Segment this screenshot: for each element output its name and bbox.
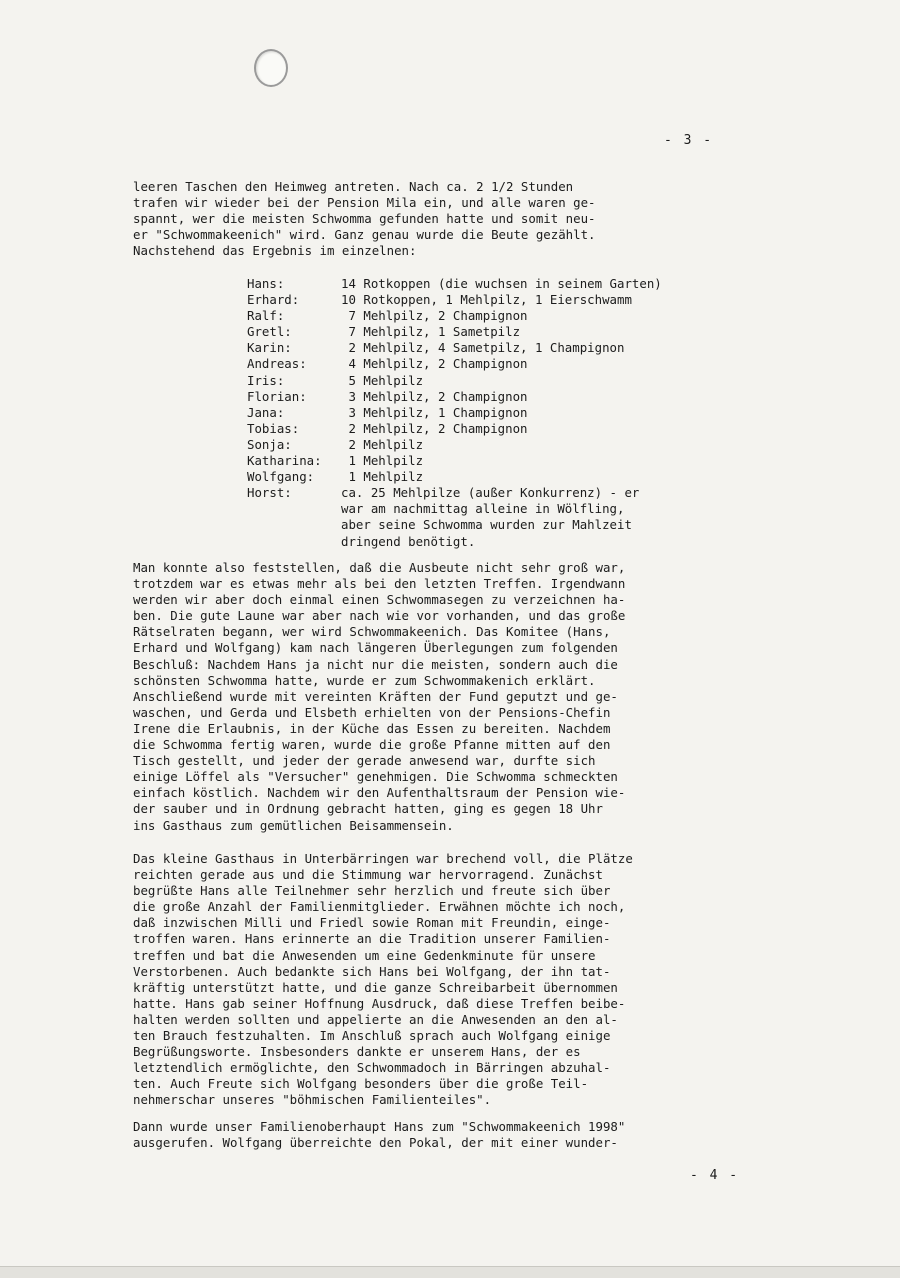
result-name: Horst: <box>247 485 292 501</box>
page-number-top: - 3 - <box>664 133 714 148</box>
result-value <box>341 340 624 356</box>
paragraph-4 <box>133 1119 773 1151</box>
result-value-line: 2 Mehlpilz, 4 Sametpilz, 1 Champignon <box>341 340 625 356</box>
result-value-line: 2 Mehlpilz, 2 Champignon <box>341 420 528 436</box>
result-value-line: 7 Mehlpilz, 2 Champignon <box>341 308 528 324</box>
result-row <box>247 453 787 469</box>
result-value-line: 3 Mehlpilz, 1 Champignon <box>341 404 528 420</box>
page-number-bottom: - 4 - <box>690 1168 740 1183</box>
result-name: Jana: <box>247 404 285 420</box>
result-value-line: aber seine Schwomma wurden zur Mahlzeit <box>341 517 632 533</box>
paragraph-2 <box>133 560 773 834</box>
result-row <box>247 292 787 308</box>
result-value-line: 4 Mehlpilz, 2 Champignon <box>341 356 528 372</box>
paragraph-2-line: Beschluß: Nachdem Hans ja nicht nur die meisten, sondern auch die <box>133 656 618 672</box>
paragraph-2-line: Rätselraten begann, wer wird Schwommakeenich. Das Komitee (Hans, <box>133 624 611 640</box>
result-value <box>341 356 528 372</box>
result-row <box>247 276 787 292</box>
result-value <box>341 469 423 485</box>
result-name: Erhard: <box>247 292 300 308</box>
result-name: Florian: <box>247 388 307 404</box>
page-bottom-edge <box>0 1266 900 1278</box>
paragraph-3-line: nehmerschar unseres "böhmischen Familienteiles". <box>133 1092 492 1108</box>
paragraph-3-line: daß inzwischen Milli und Friedl sowie Roman mit Freundin, einge- <box>133 915 611 931</box>
paragraph-2-line: der sauber und in Ordnung gebracht hatten, ging es gegen 18 Uhr <box>133 801 603 817</box>
result-row <box>247 373 787 389</box>
result-name: Gretl: <box>247 324 292 340</box>
paragraph-3-line: reichten gerade aus und die Stimmung war hervorragend. Zunächst <box>133 867 603 883</box>
result-value-line: 10 Rotkoppen, 1 Mehlpilz, 1 Eierschwamm <box>341 292 632 308</box>
paragraph-3-line: hatte. Hans gab seiner Hoffnung Ausdruck, daß diese Treffen beibe- <box>133 995 626 1011</box>
paragraph-2-line: Man konnte also feststellen, daß die Ausbeute nicht sehr groß war, <box>133 560 626 575</box>
paragraph-4-line: Dann wurde unser Familienoberhaupt Hans zum "Schwommakeenich 1998" <box>133 1119 626 1134</box>
paragraph-2-line: schönsten Schwomma hatte, wurde er zum Schwommakenich erklärt. <box>133 672 596 688</box>
paragraph-2-line: Irene die Erlaubnis, in der Küche das Essen zu bereiten. Nachdem <box>133 720 611 736</box>
paragraph-3-line: ten Brauch festzuhalten. Im Anschluß sprach auch Wolfgang einige <box>133 1028 611 1044</box>
result-row <box>247 340 787 356</box>
result-value <box>341 373 423 389</box>
result-name: Tobias: <box>247 420 300 436</box>
paragraph-2-line: Anschließend wurde mit vereinten Kräften der Fund geputzt und ge- <box>133 688 618 704</box>
paragraph-2-line: trotzdem war es etwas mehr als bei den letzten Treffen. Irgendwann <box>133 576 626 592</box>
paragraph-3-line: begrüßte Hans alle Teilnehmer sehr herzlich und freute sich über <box>133 883 611 899</box>
paragraph-3-line: troffen waren. Hans erinnerte an die Tradition unserer Familien- <box>133 931 611 947</box>
result-row <box>247 308 787 324</box>
result-value <box>341 405 528 421</box>
result-name: Ralf: <box>247 308 285 324</box>
paragraph-2-line: werden wir aber doch einmal einen Schwommasegen zu verzeichnen ha- <box>133 592 626 608</box>
paragraph-2-line: einige Löffel als "Versucher" genehmigen. Die Schwomma schmeckten <box>133 769 618 785</box>
intro-line: Nachstehend das Ergebnis im einzelnen: <box>133 243 417 259</box>
result-name: Andreas: <box>247 356 307 372</box>
paragraph-3-line: kräftig unterstützt hatte, und die ganze Schreibarbeit übernommen <box>133 979 618 995</box>
result-value-line: 7 Mehlpilz, 1 Sametpilz <box>341 324 521 340</box>
result-value-line: war am nachmittag alleine in Wölfling, <box>341 501 625 517</box>
result-value-line: 1 Mehlpilz <box>341 469 424 485</box>
punch-hole <box>254 49 288 87</box>
result-value <box>341 453 423 469</box>
paragraph-3 <box>133 851 773 1109</box>
result-row <box>247 324 787 340</box>
result-row <box>247 421 787 437</box>
paragraph-3-line: Das kleine Gasthaus in Unterbärringen war brechend voll, die Plätze <box>133 851 633 866</box>
result-value <box>341 437 423 453</box>
intro-line: spannt, wer die meisten Schwomma gefunden hatte und somit neu- <box>133 211 596 227</box>
result-value-line: 14 Rotkoppen (die wuchsen in seinem Garten) <box>341 276 662 291</box>
paragraph-2-line: ben. Die gute Laune war aber nach wie vor vorhanden, und das große <box>133 608 626 624</box>
results-list <box>247 276 787 550</box>
result-row <box>247 485 787 549</box>
result-row <box>247 405 787 421</box>
result-name: Karin: <box>247 340 292 356</box>
paragraph-3-line: halten werden sollten und appelierte an die Anwesenden an den al- <box>133 1011 618 1027</box>
result-value <box>341 389 528 405</box>
paragraph-3-line: letztendlich ermöglichte, den Schwommadoch in Bärringen abzuhal- <box>133 1060 611 1076</box>
paragraph-4-line: ausgerufen. Wolfgang überreichte den Pokal, der mit einer wunder- <box>133 1135 618 1151</box>
result-value <box>341 292 632 308</box>
result-name: Wolfgang: <box>247 469 315 485</box>
intro-line: trafen wir wieder bei der Pension Mila ein, und alle waren ge- <box>133 195 596 211</box>
paragraph-2-line: ins Gasthaus zum gemütlichen Beisammensein. <box>133 817 454 833</box>
result-value-line: 5 Mehlpilz <box>341 372 424 388</box>
result-value <box>341 324 520 340</box>
result-value <box>341 421 528 437</box>
result-name: Iris: <box>247 372 285 388</box>
result-value <box>341 308 528 324</box>
intro-line: leeren Taschen den Heimweg antreten. Nach ca. 2 1/2 Stunden <box>133 179 574 194</box>
result-value <box>341 485 639 549</box>
result-value <box>341 276 662 292</box>
paragraph-2-line: einfach köstlich. Nachdem wir den Aufenthaltsraum der Pension wie- <box>133 785 626 801</box>
paragraph-2-line: Erhard und Wolfgang) kam nach längeren Überlegungen zum folgenden <box>133 640 618 656</box>
paragraph-3-line: treffen und bat die Anwesenden um eine Gedenkminute für unsere <box>133 947 596 963</box>
result-name: Sonja: <box>247 436 292 452</box>
result-row <box>247 469 787 485</box>
paragraph-3-line: Begrüßungsworte. Insbesonders dankte er unserem Hans, der es <box>133 1044 581 1060</box>
result-value-line: ca. 25 Mehlpilze (außer Konkurrenz) - er <box>341 485 640 501</box>
paragraph-2-line: die Schwomma fertig waren, wurde die große Pfanne mitten auf den <box>133 737 611 753</box>
result-name: Hans: <box>247 276 285 291</box>
paragraph-3-line: ten. Auch Freute sich Wolfgang besonders über die große Teil- <box>133 1076 589 1092</box>
result-value-line: 3 Mehlpilz, 2 Champignon <box>341 388 528 404</box>
intro-paragraph <box>133 179 773 259</box>
result-name: Katharina: <box>247 453 322 469</box>
result-row <box>247 356 787 372</box>
result-row <box>247 389 787 405</box>
result-value-line: dringend benötigt. <box>341 533 476 549</box>
intro-line: er "Schwommakeenich" wird. Ganz genau wurde die Beute gezählt. <box>133 227 596 243</box>
result-value-line: 1 Mehlpilz <box>341 453 424 469</box>
result-row <box>247 437 787 453</box>
result-value-line: 2 Mehlpilz <box>341 436 424 452</box>
paragraph-3-line: Verstorbenen. Auch bedankte sich Hans bei Wolfgang, der ihn tat- <box>133 963 611 979</box>
paragraph-2-line: waschen, und Gerda und Elsbeth erhielten von der Pensions-Chefin <box>133 704 611 720</box>
paragraph-2-line: Tisch gestellt, und jeder der gerade anwesend war, durfte sich <box>133 753 596 769</box>
paragraph-3-line: die große Anzahl der Familienmitglieder. Erwähnen möchte ich noch, <box>133 899 626 915</box>
